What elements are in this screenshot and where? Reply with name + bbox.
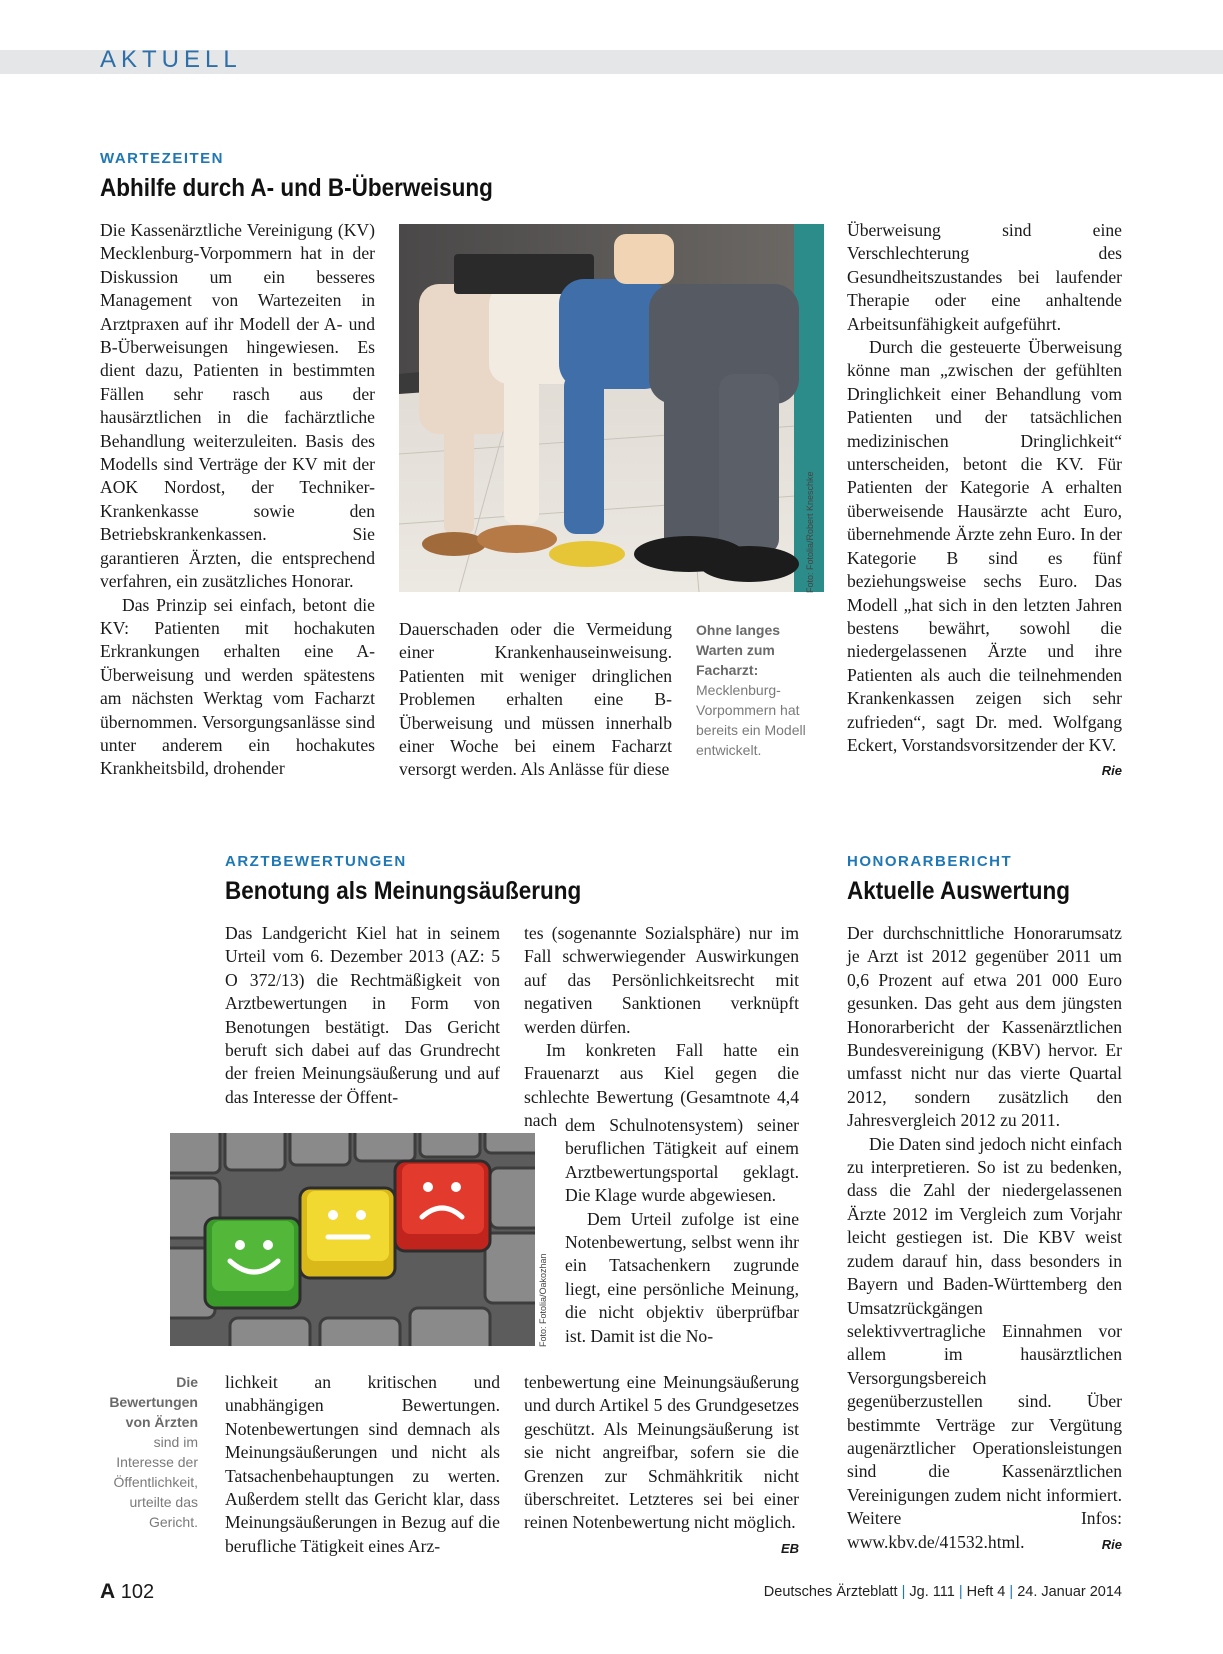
waiting-room-photo bbox=[399, 224, 824, 592]
article2-kicker: ARZTBEWERTUNGEN bbox=[225, 853, 407, 870]
article2-paragraph: Dem Urteil zufolge ist eine Notenbewertung, selbst wenn ihr ein Tatsachenkern zugrunde liegt, eine persönliche Meinung, die nicht objektiv überprüfbar ist. Damit ist die No- bbox=[565, 1208, 799, 1346]
article1-caption-text: Mecklenburg-Vorpommern hat bereits ein Modell entwickelt. bbox=[696, 682, 806, 758]
section-label: AKTUELL bbox=[100, 46, 242, 73]
article1-paragraph: Überweisung sind eine Verschlechterung des Gesundheitszustandes bei laufender Therapie oder eine anhaltende Arbeitsunfähigkeit aufgeführt. bbox=[847, 220, 1122, 334]
page-number bbox=[100, 1580, 154, 1604]
article2-photo-credit: Foto: Fotolia/Oakozhan bbox=[538, 1253, 548, 1347]
article1-title: Abhilfe durch A- und B-Überweisung bbox=[100, 174, 493, 202]
keyboard-smiley-photo bbox=[170, 1133, 535, 1346]
article2-column-2-top bbox=[524, 922, 799, 1133]
article1-paragraph: Das Prinzip sei einfach, betont die KV: Patienten mit hochakuten Erkrankungen erhalten eine A-Überweisung und werden spätestens am nächsten Werktag vom Facharzt übernommen. Versorgungsanlässe sind unter anderem ein hochakutes Krankheitsbild, drohender bbox=[100, 594, 375, 779]
article2-paragraph: tenbewertung eine Meinungsäußerung und durch Artikel 5 des Grundgesetzes geschützt. Als Meinungsäußerung ist sie nicht angreifbar, sofern sie die Grenzen zur Schmähkritik nicht überschreitet. Letzteres sei bei einer reinen Notenbewertung nicht möglich. EB bbox=[524, 1371, 799, 1535]
article2-column-1-top bbox=[225, 922, 500, 1109]
article2-column-2-wrap bbox=[565, 1114, 799, 1348]
article1-column-3 bbox=[847, 219, 1122, 783]
journal-footer: Deutsches Ärzteblatt | Jg. 111 | Heft 4 | 24. Januar 2014 bbox=[763, 1584, 1122, 1600]
journal-issue: Heft 4 bbox=[966, 1584, 1006, 1600]
journal-date: 24. Januar 2014 bbox=[1017, 1584, 1122, 1600]
article1-photo-credit: Foto: Fotolia/Robert Kneschke bbox=[805, 471, 815, 593]
article1-signature: Rie bbox=[1101, 763, 1122, 779]
article2-paragraph: dem Schulnotensystem) seiner beruflichen Tätigkeit auf einem Arztbewertungsportal geklagt. Die Klage wurde abgewiesen. bbox=[565, 1115, 799, 1206]
article1-paragraph: Die Kassenärztliche Vereinigung (KV) Mecklenburg-Vorpommern hat in der Diskussion um ein besseres Management von Wartezeiten in Arztpraxen auf ihr Modell der A- und B-Überweisungen hingewiesen. Es dient dazu, Patienten in bestimmten Fällen sehr rasch aus der hausärztlichen in die fachärztliche Behandlung weiterzuleiten. Basis des Modells sind Verträge der KV mit der AOK Nordost, der Techniker-Krankenkasse sowie den Betriebskrankenkassen. Sie garantieren Ärzten, die entsprechend verfahren, ein zusätzliches Honorar. bbox=[100, 220, 375, 592]
journal-name: Deutsches Ärzteblatt bbox=[763, 1584, 898, 1600]
article2-caption-bold: Die Bewertungen von Ärzten bbox=[109, 1374, 198, 1430]
article2-column-2-bottom bbox=[524, 1371, 799, 1560]
article2-signature: EB bbox=[780, 1540, 799, 1556]
article2-paragraph: Im konkreten Fall hatte ein Frauenarzt aus Kiel gegen die schlechte Bewertung (Gesamtnote 4,4 nach bbox=[524, 1040, 799, 1131]
article2-caption-text: sind im Interesse der Öffentlichkeit, urteilte das Gericht. bbox=[113, 1434, 198, 1530]
article2-title: Benotung als Meinungsäußerung bbox=[225, 877, 582, 905]
article2-column-1-bottom bbox=[225, 1371, 500, 1558]
article1-column-1 bbox=[100, 219, 375, 781]
article3-signature: Rie bbox=[1101, 1536, 1122, 1552]
article3-column bbox=[847, 922, 1122, 1556]
journal-volume: Jg. 111 bbox=[909, 1584, 955, 1600]
article3-kicker: HONORARBERICHT bbox=[847, 853, 1013, 870]
page-number-value: 102 bbox=[120, 1581, 155, 1603]
article1-caption bbox=[696, 620, 821, 760]
article2-paragraph: lichkeit an kritischen und unabhängigen Bewertungen. Notenbewertungen sind demnach als Meinungsäußerungen und nicht als Tatsachenbehauptungen zu werten. Außerdem stellt das Gericht klar, dass Meinungsäußerungen in Bezug auf die berufliche Tätigkeit eines Arz- bbox=[225, 1372, 500, 1556]
article3-paragraph: Die Daten sind jedoch nicht einfach zu interpretieren. So ist zu bedenken, dass die Zahl der niedergelassenen Ärzte 2012 im Vergleich zum Vorjahr leicht gestiegen ist. Die KBV weist zudem darauf hin, dass besonders in Bayern und Baden-Württemberg den Umsatzrückgängen selektivvertragliche Einnahmen vor allem im hausärztlichen Versorgungsbereich gegenüberzustellen sind. Über bestimmte Verträge zur Vergütung augenärztlicher Operationsleistungen sind die Kassenärztlichen Vereinigungen zudem nicht informiert. Weitere Infos: www.kbv.de/41532.html. Rie bbox=[847, 1133, 1122, 1554]
article3-paragraph: Der durchschnittliche Honorarumsatz je Arzt ist 2012 gegenüber 2011 um 0,6 Prozent auf etwa 201 000 Euro gesunken. Das geht aus dem jüngsten Honorarbericht der Kassenärztlichen Bundesvereinigung (KBV) hervor. Er umfasst nicht nur das vierte Quartal 2012, sondern zusätzlich den Jahresvergleich 2012 zu 2011. bbox=[847, 923, 1122, 1131]
page-prefix: A bbox=[100, 1580, 116, 1603]
article2-paragraph: Das Landgericht Kiel hat in seinem Urteil vom 6. Dezember 2013 (AZ: 5 O 372/13) die Rechtmäßigkeit von Arztbewertungen in Form von Benotungen bestätigt. Das Gericht beruft sich dabei auf das Grundrecht der freien Meinungsäußerung und auf das Interesse der Öffent- bbox=[225, 923, 500, 1107]
article1-column-2 bbox=[399, 618, 672, 782]
article1-caption-bold: Ohne langes Warten zum Facharzt: bbox=[696, 622, 781, 678]
article2-caption bbox=[100, 1372, 198, 1532]
article1-kicker: WARTEZEITEN bbox=[100, 150, 224, 167]
article3-title: Aktuelle Auswertung bbox=[847, 877, 1070, 905]
article1-paragraph: Durch die gesteuerte Überweisung könne man „zwischen der gefühlten Dringlichkeit einer Behandlung vom Patienten und der tatsächlichen medizinischen Dringlichkeit“ unterscheiden, betont die KV. Für Patienten der Kategorie A erhalten überweisende Hausärzte acht Euro, übernehmende Ärzte zehn Euro. In der Kategorie B sind es fünf beziehungsweise sechs Euro. Das Modell „hat sich in den letzten Jahren bestens bewährt, sowohl die niedergelassenen Ärzte und ihre Patienten als auch die teilnehmenden Krankenkassen zeigen sich sehr zufrieden“, sagt Dr. med. Wolfgang Eckert, Vorstandsvorsitzender der KV. Rie bbox=[847, 336, 1122, 757]
article1-paragraph: Dauerschaden oder die Vermeidung einer Krankenhauseinweisung. Patienten mit weniger dringlichen Problemen erhalten eine B-Überweisung und müssen innerhalb einer Woche bei einem Facharzt versorgt werden. Als Anlässe für diese bbox=[399, 619, 672, 780]
article2-paragraph: tes (sogenannte Sozialsphäre) nur im Fall schwerwiegender Auswirkungen auf das Persönlichkeitsrecht mit negativen Sanktionen verknüpft werden dürfen. bbox=[524, 923, 799, 1037]
